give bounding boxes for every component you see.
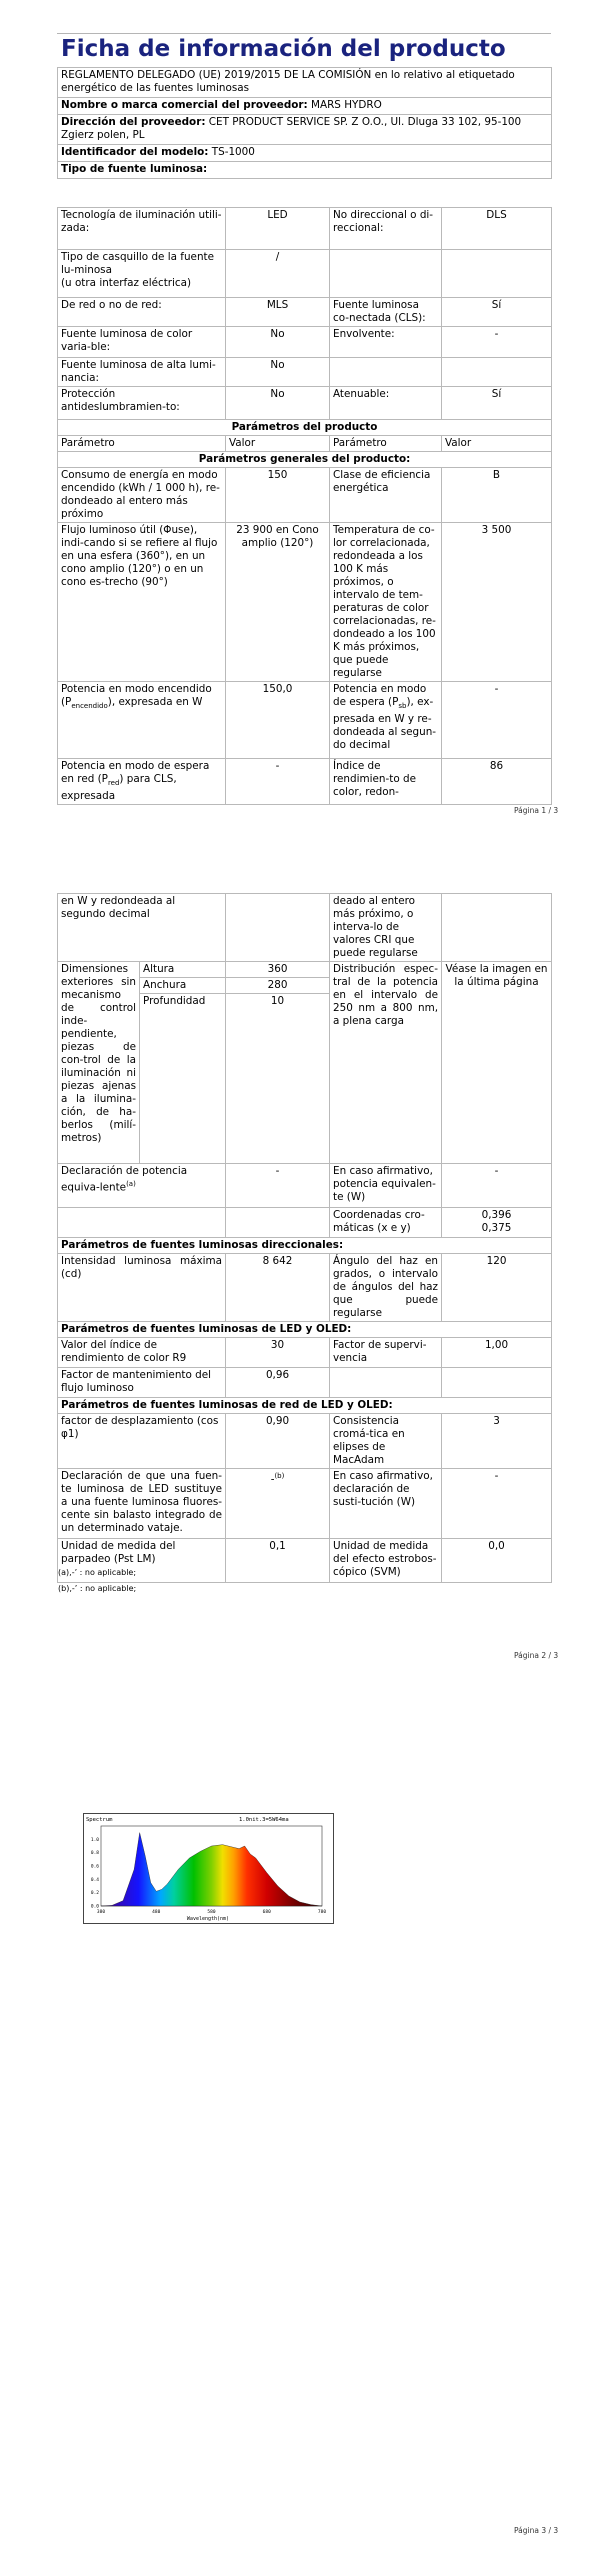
mains-value: MLS [226,298,330,327]
beam-angle-label: Ángulo del haz en grados, o intervalo de ángulos del haz que puede regularse [330,1254,442,1322]
cls-label: Fuente luminosa co-nectada (CLS): [330,298,442,327]
regulation-text: REGLAMENTO DELEGADO (UE) 2019/2015 DE LA COMISIÓN en lo relativo al etiquetado energético de las fuentes luminosas [58,68,552,98]
on-mode-power-label: Potencia en modo encendido $(P_{encendido})$, expresada en W [58,682,226,759]
spectrum-label: Spectrum [86,1817,113,1823]
on-mode-power-value: 150,0 [226,682,330,759]
stroboscopic-value: 0,0 [442,1539,552,1583]
spectrum-svg [84,1814,333,1923]
col-header-param: Parámetro [58,436,226,452]
spectrum-chart [83,1813,334,1924]
network-standby-label: Potencia en modo de espera en red $(P_{red})$ para CLS, expresada [58,759,226,805]
height-value: 360 [226,962,330,978]
spectral-distribution-value: Véase la imagen en la última página [442,962,552,1164]
depth-value: 10 [226,994,330,1164]
r9-label: Valor del índice de rendimiento de color R9 [58,1338,226,1368]
peak-intensity-value: 8 642 [226,1254,330,1322]
replacement-claim-label: Declaración de que una fuen-te luminosa de LED sustituye a una fuente luminosa fluores-cente sin balasto integrado de un determinado vataje. [58,1469,226,1539]
high-luminance-label: Fuente luminosa de alta lumi-nancia: [58,358,226,387]
supplier-name-row: Nombre o marca comercial del proveedor: MARS HYDRO [58,98,552,115]
mains-params-heading: Parámetros de fuentes luminosas de red de LED y OLED: [58,1398,552,1414]
x-tick-label: 380 [96,1910,106,1915]
model-row: Identificador del modelo: TS-1000 [58,145,552,162]
luminous-flux-label: Flujo luminoso útil (Φuse), indi-cando si se refiere al flujo en una esfera (360°), en un cono amplio (120°) o en un cono es-trecho (90°) [58,523,226,682]
dimensions-label: Dimensiones exteriores sin mecanismo de control inde-pendiente, piezas de con-trol de la iluminación ni piezas ajenas a la ilumina-ción, de ha-berlos (milí-metros) [58,962,140,1164]
chromaticity-value: 0,396 0,375 [442,1208,552,1238]
page-number: Página 3 / 3 [514,2526,559,2535]
efficiency-class-label: Clase de eficiencia energética [330,468,442,523]
colour-consistency-value: 3 [442,1414,552,1469]
directional-value: DLS [442,208,552,250]
header-table [57,67,552,179]
dimmable-label: Atenuable: [330,387,442,420]
cri-label-cont: deado al entero más próximo, o interva-lo de valores CRI que puede regularse [330,894,442,962]
energy-consumption-value: 150 [226,468,330,523]
displacement-factor-label: factor de desplazamiento (cos φ1) [58,1414,226,1469]
x-axis-label: Wavelength(nm) [186,1916,230,1922]
efficiency-class-value: B [442,468,552,523]
page-title: Ficha de información del producto [61,36,506,62]
network-standby-label-cont: en W y redondeada al segundo decimal [58,894,226,962]
cct-label: Temperatura de co-lor correlacionada, redondeada a los 100 K más próximos, o intervalo de tem-peraturas de color correlacionadas, re-dondeado a los 100 K más próximos, que puede regularse [330,523,442,682]
y-tick-label: 1.0 [90,1837,99,1843]
displacement-factor-value: 0,90 [226,1414,330,1469]
dimmable-value: Sí [442,387,552,420]
lumen-maintenance-value: 0,96 [226,1368,330,1398]
y-tick-label: 0.8 [90,1851,99,1857]
equivalent-power-w-label: En caso afirmativo, potencia equivalen-te (W) [330,1164,442,1208]
col-header-value: Valor [226,436,330,452]
plot-area [91,1826,326,1915]
replacement-w-label: En caso afirmativo, declaración de susti-tución (W) [330,1469,442,1539]
standby-power-value: - [442,682,552,759]
replacement-claim-value: -$^{(b)}$ [226,1469,330,1539]
standby-power-label: Potencia en modo de espera $(P_{sb})$, ex-presada en W y re-dondeada al segun-do decimal [330,682,442,759]
col-header-param-2: Parámetro [330,436,442,452]
product-params-heading: Parámetros del producto [58,420,552,436]
high-luminance-value: No [226,358,330,387]
x-tick-label: 580 [207,1910,216,1915]
cri-label: Índice de rendimien-to de color, redon- [330,759,442,805]
col-header-value-2: Valor [442,436,552,452]
tech-value: LED [226,208,330,250]
energy-consumption-label: Consumo de energía en modo encendido (kWh / 1 000 h), re-dondeado al entero más próximo [58,468,226,523]
y-tick-label: 0.4 [90,1877,99,1883]
cct-value: 3 500 [442,523,552,682]
color-tunable-label: Fuente luminosa de color varia-ble: [58,327,226,358]
anti-glare-value: No [226,387,330,420]
cap-type-label: Tipo de casquillo de la fuente lu-minosa (u otra interfaz eléctrica) [58,250,226,298]
led-params-heading: Parámetros de fuentes luminosas de LED y OLED: [58,1322,552,1338]
peak-intensity-label: Intensidad luminosa máxima (cd) [58,1254,226,1322]
general-params-heading: Parámetros generales del producto: [58,452,552,468]
y-tick-label: 0.2 [90,1891,99,1897]
footnote-b: (b),-’ : no aplicable; [58,1584,137,1593]
equivalent-power-value: - [226,1164,330,1208]
spectrum-area [101,1833,322,1906]
x-tick-label: 480 [152,1910,161,1915]
supplier-address-row: Dirección del proveedor: CET PRODUCT SERVICE SP. Z O.O., Ul. Dluga 33 102, 95-100 Zgierz polen, PL [58,115,552,145]
replacement-w-value: - [442,1469,552,1539]
envelope-value: - [442,327,552,358]
depth-label: Profundidad [140,994,226,1164]
lumen-maintenance-label: Factor de mantenimiento del flujo luminoso [58,1368,226,1398]
color-tunable-value: No [226,327,330,358]
equivalent-power-w-value: - [442,1164,552,1208]
flicker-label: Unidad de medida del parpadeo (Pst LM) [58,1539,226,1583]
height-label: Altura [140,962,226,978]
y-tick-label: 0.6 [90,1864,99,1870]
directional-params-heading: Parámetros de fuentes luminosas direccionales: [58,1238,552,1254]
product-table-p1 [57,207,552,805]
width-value: 280 [226,978,330,994]
mains-label: De red o no de red: [58,298,226,327]
directional-label: No direccional o di-reccional: [330,208,442,250]
r9-value: 30 [226,1338,330,1368]
tech-label: Tecnología de iluminación utili-zada: [58,208,226,250]
spectrum-header: 1.0nit.3=5W64ma [239,1817,289,1823]
cri-value: 86 [442,759,552,805]
survival-factor-label: Factor de supervi-vencia [330,1338,442,1368]
footnote-a: (a),-’ : no aplicable; [58,1568,137,1577]
chromaticity-label: Coordenadas cro-máticas (x e y) [330,1208,442,1238]
product-table-p2 [57,893,552,1583]
x-tick-label: 680 [262,1910,271,1915]
width-label: Anchura [140,978,226,994]
page-number: Página 2 / 3 [514,1651,559,1660]
cap-type-value: / [226,250,330,298]
colour-consistency-label: Consistencia cromá-tica en elipses de MacAdam [330,1414,442,1469]
y-tick-label: 0.0 [90,1904,99,1910]
survival-factor-value: 1,00 [442,1338,552,1368]
envelope-label: Envolvente: [330,327,442,358]
beam-angle-value: 120 [442,1254,552,1322]
network-standby-value: - [226,759,330,805]
stroboscopic-label: Unidad de medida del efecto estrobos-cópico (SVM) [330,1539,442,1583]
anti-glare-label: Protección antideslumbramien-to: [58,387,226,420]
equivalent-power-label: Declaración de potencia equiva-lente$^{(a)}$ [58,1164,226,1208]
light-type-heading: Tipo de fuente luminosa: [58,162,552,179]
page-number: Página 1 / 3 [514,806,559,815]
cls-value: Sí [442,298,552,327]
spectral-distribution-label: Distribución espec-tral de la potencia en el intervalo de 250 nm a 800 nm, a plena carga [330,962,442,1164]
x-tick-label: 780 [317,1910,327,1915]
luminous-flux-value: 23 900 en Cono amplio (120°) [226,523,330,682]
flicker-value: 0,1 [226,1539,330,1583]
